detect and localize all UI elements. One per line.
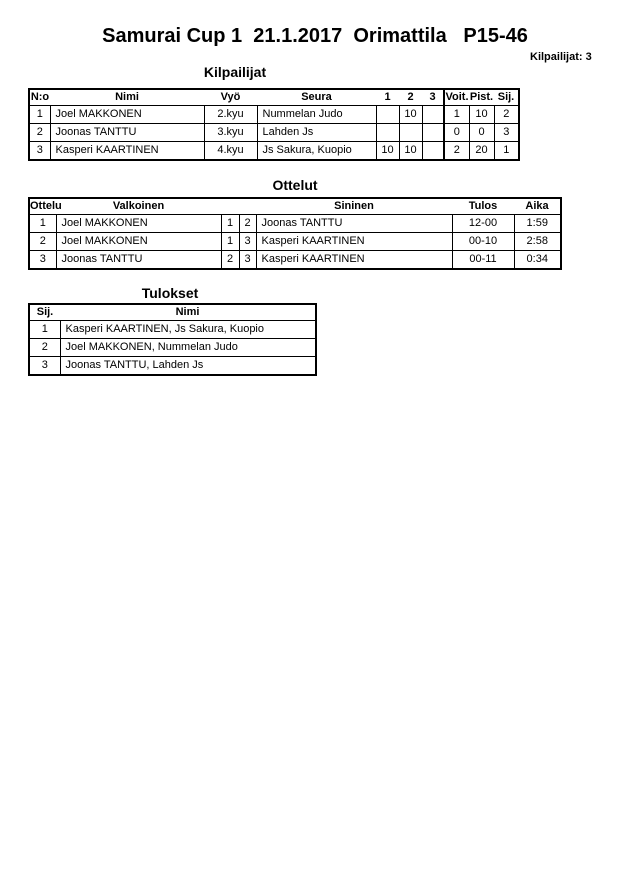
cell-points: 20 [469, 142, 494, 161]
match-row [29, 251, 561, 270]
participants-count: Kilpailijat: 3 [530, 51, 592, 63]
cell-blue-name: Kasperi KAARTINEN [256, 251, 452, 270]
cell-score-2: 10 [399, 142, 422, 161]
competitors-table [28, 88, 520, 161]
cell-match-number: 1 [29, 215, 56, 233]
cell-match-number: 3 [29, 251, 56, 270]
cell-blue-number: 2 [239, 215, 256, 233]
cell-number: 3 [29, 142, 50, 161]
column-header-pist: Pist. [469, 89, 494, 106]
cell-place: 3 [29, 357, 60, 376]
cell-white-name: Joonas TANTTU [56, 251, 221, 270]
competitor-row [29, 106, 519, 124]
column-header-round-3: 3 [422, 89, 444, 106]
cell-blue-name: Kasperi KAARTINEN [256, 233, 452, 251]
cell-time: 2:58 [514, 233, 561, 251]
column-header-sij: Sij. [494, 89, 519, 106]
cell-white-number: 2 [221, 251, 239, 270]
cell-blue-name: Joonas TANTTU [256, 215, 452, 233]
cell-points: 10 [469, 106, 494, 124]
section-title-tulokset: Tulokset [141, 285, 199, 301]
cell-name: Joel MAKKONEN [50, 106, 204, 124]
cell-name-club: Kasperi KAARTINEN, Js Sakura, Kuopio [60, 321, 316, 339]
column-header-aika: Aika [514, 198, 561, 215]
cell-number: 2 [29, 124, 50, 142]
cell-belt: 3.kyu [204, 124, 257, 142]
column-header-sij: Sij. [29, 304, 60, 321]
cell-score-2: 10 [399, 106, 422, 124]
cell-belt: 4.kyu [204, 142, 257, 161]
results-table [28, 303, 317, 376]
column-header-vyo: Vyö [204, 89, 257, 106]
match-row [29, 215, 561, 233]
cell-name-club: Joel MAKKONEN, Nummelan Judo [60, 339, 316, 357]
column-header-blue-number [239, 198, 256, 215]
column-header-round-2: 2 [399, 89, 422, 106]
match-row [29, 233, 561, 251]
column-header-no: N:o [29, 89, 50, 106]
competitor-row [29, 124, 519, 142]
column-header-nimi: Nimi [50, 89, 204, 106]
cell-blue-number: 3 [239, 233, 256, 251]
cell-wins: 1 [444, 106, 469, 124]
result-row [29, 321, 316, 339]
cell-result: 00-10 [452, 233, 514, 251]
column-header-round-1: 1 [376, 89, 399, 106]
results-table-body [29, 321, 316, 376]
cell-place: 1 [494, 142, 519, 161]
cell-white-name: Joel MAKKONEN [56, 233, 221, 251]
cell-time: 1:59 [514, 215, 561, 233]
cell-name: Kasperi KAARTINEN [50, 142, 204, 161]
cell-match-number: 2 [29, 233, 56, 251]
cell-belt: 2.kyu [204, 106, 257, 124]
cell-score-1 [376, 106, 399, 124]
cell-result: 00-11 [452, 251, 514, 270]
result-row [29, 339, 316, 357]
cell-name: Joonas TANTTU [50, 124, 204, 142]
cell-score-3 [422, 124, 444, 142]
matches-table [28, 197, 562, 270]
cell-white-number: 1 [221, 215, 239, 233]
cell-score-3 [422, 106, 444, 124]
cell-club: Nummelan Judo [257, 106, 376, 124]
cell-points: 0 [469, 124, 494, 142]
column-header-tulos: Tulos [452, 198, 514, 215]
cell-score-1 [376, 124, 399, 142]
cell-time: 0:34 [514, 251, 561, 270]
matches-table-body [29, 215, 561, 270]
column-header-nimi: Nimi [60, 304, 316, 321]
cell-score-1: 10 [376, 142, 399, 161]
section-title-ottelut: Ottelut [272, 177, 318, 193]
cell-place: 2 [29, 339, 60, 357]
cell-wins: 2 [444, 142, 469, 161]
section-title-kilpailijat: Kilpailijat [203, 64, 267, 80]
column-header-seura: Seura [257, 89, 376, 106]
cell-name-club: Joonas TANTTU, Lahden Js [60, 357, 316, 376]
cell-club: Js Sakura, Kuopio [257, 142, 376, 161]
cell-wins: 0 [444, 124, 469, 142]
cell-place: 2 [494, 106, 519, 124]
cell-score-2 [399, 124, 422, 142]
column-header-voit: Voit. [444, 89, 469, 106]
column-header-ottelu: Ottelu [29, 198, 56, 215]
column-header-sininen: Sininen [256, 198, 452, 215]
matches-header-row [29, 198, 561, 215]
competitors-table-body [29, 106, 519, 161]
cell-result: 12-00 [452, 215, 514, 233]
cell-place: 3 [494, 124, 519, 142]
cell-score-3 [422, 142, 444, 161]
competitor-row [29, 142, 519, 161]
cell-place: 1 [29, 321, 60, 339]
results-header-row [29, 304, 316, 321]
cell-white-number: 1 [221, 233, 239, 251]
cell-blue-number: 3 [239, 251, 256, 270]
cell-number: 1 [29, 106, 50, 124]
cell-club: Lahden Js [257, 124, 376, 142]
column-header-valkoinen: Valkoinen [56, 198, 221, 215]
cell-white-name: Joel MAKKONEN [56, 215, 221, 233]
column-header-white-number [221, 198, 239, 215]
competitors-header-row [29, 89, 519, 106]
page-title: Samurai Cup 1 21.1.2017 Orimattila P15-46 [102, 25, 528, 47]
result-row [29, 357, 316, 376]
